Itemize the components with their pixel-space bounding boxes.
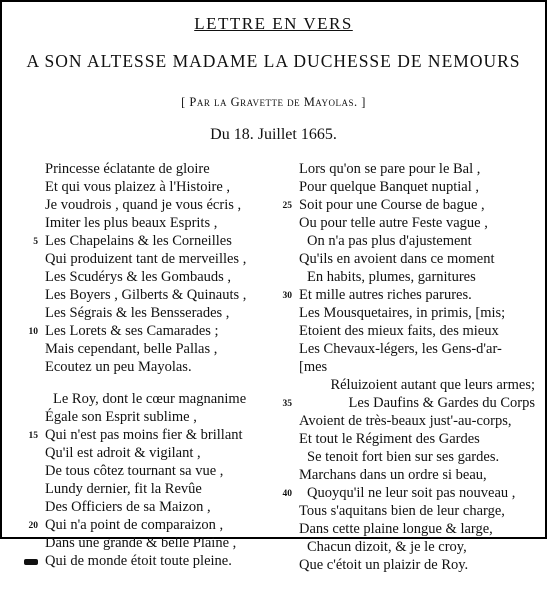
- verse-line: [299, 574, 543, 592]
- verse-line: Dans une grande & belle Plaine ,: [45, 535, 237, 551]
- verse-line: Que c'étoit un plaizir de Roy.: [299, 557, 469, 573]
- verse-line: Pour quelque Banquet nuptial ,: [299, 179, 480, 195]
- left-verse-column: [28, 160, 285, 570]
- verse-line: 30 Et mille autres riches parures.: [282, 287, 472, 303]
- verse-line: 25 Soit pour une Course de bague ,: [282, 197, 485, 213]
- verse-line: Et qui vous plaizez à l'Histoire ,: [45, 179, 231, 195]
- verse-line: Le Roy, dont le cœur magnanime: [53, 391, 247, 407]
- verse-line: Imiter les plus beaux Esprits ,: [45, 215, 218, 231]
- verse-line: Les Scudérys & les Gombauds ,: [45, 269, 232, 285]
- verse-line: Lundy dernier, fit la Revûe: [45, 481, 202, 497]
- verse-line: Avoient de très-beaux just'-au-corps,: [299, 413, 512, 429]
- verse-line: 35 Les Daufins & Gardes du Corps: [282, 395, 535, 411]
- right-verse-column: [282, 160, 543, 592]
- verse-line: 10 Les Lorets & ses Camarades ;: [28, 323, 219, 339]
- verse-line: On n'a pas plus d'ajustement: [307, 233, 472, 249]
- letter-title-text: LETTRE EN VERS: [194, 14, 353, 33]
- verse-line: Chacun dizoit, & je le croy,: [307, 539, 467, 555]
- verse-line: Lors qu'on se pare pour le Bal ,: [299, 161, 481, 177]
- letter-title: [2, 14, 545, 34]
- verse-line: Les Boyers , Gilberts & Quinauts ,: [45, 287, 247, 303]
- verse-line: Et tout le Régiment des Gardes: [299, 431, 480, 447]
- verse-line: Ecoutez un peu Mayolas.: [45, 359, 192, 375]
- verse-line: Les Mousquetaires, in primis, [mis;: [299, 305, 506, 321]
- verse-line: 5 Les Chapelains & les Corneilles: [33, 233, 232, 249]
- verse-line: Des Officiers de sa Maizon ,: [45, 499, 211, 515]
- dedication-title: A SON ALTESSE MADAME LA DUCHESSE DE NEMOURS: [26, 51, 521, 71]
- verse-line: Etoient des mieux faits, des mieux: [299, 323, 499, 339]
- verse-line: Qu'ils en avoient dans ce moment: [299, 251, 495, 267]
- verse-line: Dans cette plaine longue & large,: [299, 521, 493, 537]
- letter-date: Du 18. Juillet 1665.: [210, 126, 337, 143]
- verse-line: Marchans dans un ordre si beau,: [299, 467, 487, 483]
- verse-line: Égale son Esprit sublime ,: [45, 409, 197, 425]
- verse-line: Les Chevaux-légers, les Gens-d'ar-: [299, 341, 502, 357]
- verse-line: Qu'il est adroit & vigilant ,: [45, 445, 201, 461]
- verse-line: Se tenoit fort bien sur ses gardes.: [307, 449, 500, 465]
- verse-line: Qui de monde étoit toute pleine.: [45, 552, 285, 570]
- line-marker-icon: [18, 553, 38, 571]
- verse-line: Je voudrois , quand je vous écris ,: [45, 197, 242, 213]
- verse-line: 15 Qui n'est pas moins fier & brillant: [28, 427, 243, 443]
- author-byline: [ Par la Gravette de Mayolas. ]: [181, 95, 366, 109]
- verse-line: En habits, plumes, garnitures: [307, 269, 476, 285]
- verse-line: Qui produizent tant de merveilles ,: [45, 251, 247, 267]
- verse-line: Ou pour telle autre Feste vague ,: [299, 215, 488, 231]
- verse-line: Tous s'aquitans bien de leur charge,: [299, 503, 505, 519]
- verse-line: 20 Qui n'a point de comparaizon ,: [28, 517, 224, 533]
- verse-line: Réluizoient autant que leurs armes;: [330, 377, 535, 393]
- verse-line: [mes: [299, 359, 328, 375]
- verse-line: Les Ségrais & les Bensserades ,: [45, 305, 230, 321]
- verse-line: Mais cependant, belle Pallas ,: [45, 341, 218, 357]
- verse-line: 40 Quoyqu'il ne leur soit pas nouveau ,: [282, 485, 516, 501]
- verse-line: Princesse éclatante de gloire: [45, 161, 210, 177]
- verse-line: De tous côtez tournant sa vue ,: [45, 463, 224, 479]
